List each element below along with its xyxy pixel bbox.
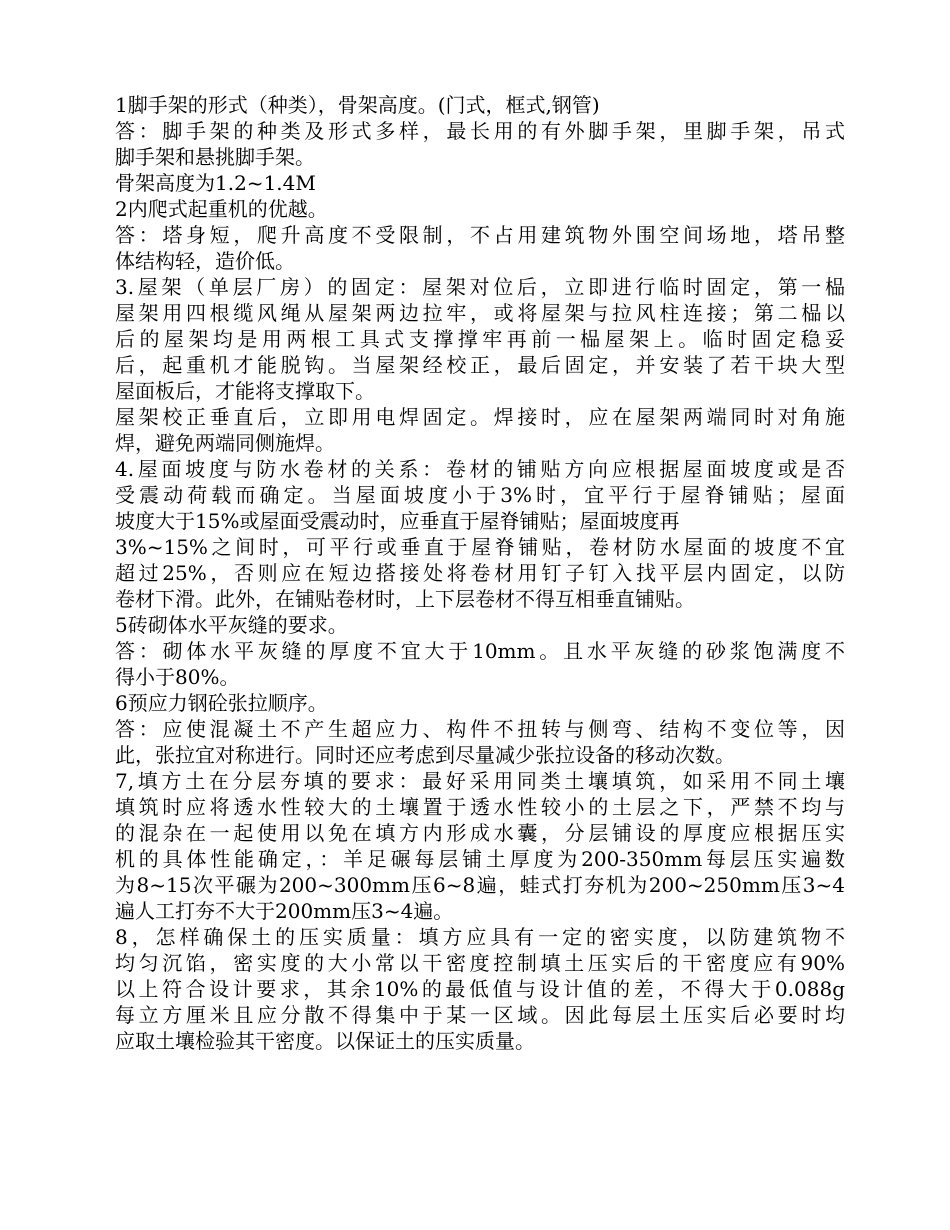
text-line: 机的具体性能确定，：羊足碾每层铺土厚度为200-350mm每层压实遍数 [115,847,845,871]
text-line: 以上符合设计要求，其余10%的最低值与设计值的差，不得大于0.088g [115,977,845,1001]
text-line: 4.屋面坡度与防水卷材的关系：卷材的铺贴方向应根据屋面坡度或是否 [115,457,845,481]
text-line: 应取土壤检验其干密度。以保证土的压实质量。 [115,1029,535,1053]
text-line: 7,填方土在分层夯填的要求：最好采用同类土壤填筑，如采用不同土壤 [115,769,845,793]
text-line: 5砖砌体水平灰缝的要求。 [115,613,348,637]
text-line: 卷材下滑。此外，在铺贴卷材时，上下层卷材不得互相垂直铺贴。 [115,587,695,611]
text-line: 后，起重机才能脱钩。当屋架经校正，最后固定，并安装了若干块大型 [115,353,845,377]
text-line: 脚手架和悬挑脚手架。 [115,145,315,169]
text-line: 遍人工打夯不大于200mm压3~4遍。 [115,899,454,923]
text-line: 答：脚手架的种类及形式多样，最长用的有外脚手架，里脚手架，吊式 [115,119,845,143]
text-line: 答：应使混凝土不产生超应力、构件不扭转与侧弯、结构不变位等，因 [115,717,845,741]
text-line: 体结构轻，造价低。 [115,249,295,273]
text-line: 8，怎样确保土的压实质量：填方应具有一定的密实度，以防建筑物不 [115,925,845,949]
text-line: 屋架校正垂直后，立即用电焊固定。焊接时，应在屋架两端同时对角施 [115,405,845,429]
text-line: 1脚手架的形式（种类），骨架高度。(门式，框式,钢管) [115,93,600,117]
text-line: 焊，避免两端同侧施焊。 [115,431,335,455]
text-line: 此，张拉宜对称进行。同时还应考虑到尽量减少张拉设备的移动次数。 [115,743,735,767]
text-line: 骨架高度为1.2~1.4M [115,171,316,195]
text-line: 为8~15次平碾为200~300mm压6~8遍，蛙式打夯机为200~250mm压3~4 [115,873,845,897]
text-line: 得小于80%。 [115,665,240,689]
text-line: 受震动荷载而确定。当屋面坡度小于3%时，宜平行于屋脊铺贴；屋面 [115,483,845,507]
text-line: 屋架用四根缆风绳从屋架两边拉牢，或将屋架与拉风柱连接；第二榀以 [115,301,845,325]
text-line: 2内爬式起重机的优越。 [115,197,328,221]
text-line: 屋面板后，才能将支撑取下。 [115,379,375,403]
text-line: 6预应力钢砼张拉顺序。 [115,691,328,715]
text-line: 答：塔身短，爬升高度不受限制，不占用建筑物外围空间场地，塔吊整 [115,223,845,247]
text-line: 填筑时应将透水性较大的土壤置于透水性较小的土层之下，严禁不均与 [115,795,845,819]
text-line: 答：砌体水平灰缝的厚度不宜大于10mm。且水平灰缝的砂浆饱满度不 [115,639,845,663]
text-line: 3.屋架（单层厂房）的固定：屋架对位后，立即进行临时固定，第一榀 [115,275,845,299]
text-line: 的混杂在一起使用以免在填方内形成水囊，分层铺设的厚度应根据压实 [115,821,845,845]
document-body [115,92,845,1054]
text-line: 后的屋架均是用两根工具式支撑撑牢再前一榀屋架上。临时固定稳妥 [115,327,845,351]
text-line: 超过25%，否则应在短边搭接处将卷材用钉子钉入找平层内固定，以防 [115,561,845,585]
text-line: 均匀沉馅，密实度的大小常以干密度控制填土压实后的干密度应有90% [115,951,845,975]
text-line: 坡度大于15%或屋面受震动时，应垂直于屋脊铺贴；屋面坡度再 [115,509,680,533]
text-line: 每立方厘米且应分散不得集中于某一区域。因此每层土压实后必要时均 [115,1003,845,1027]
text-line: 3%~15%之间时，可平行或垂直于屋脊铺贴，卷材防水屋面的坡度不宜 [115,535,845,559]
